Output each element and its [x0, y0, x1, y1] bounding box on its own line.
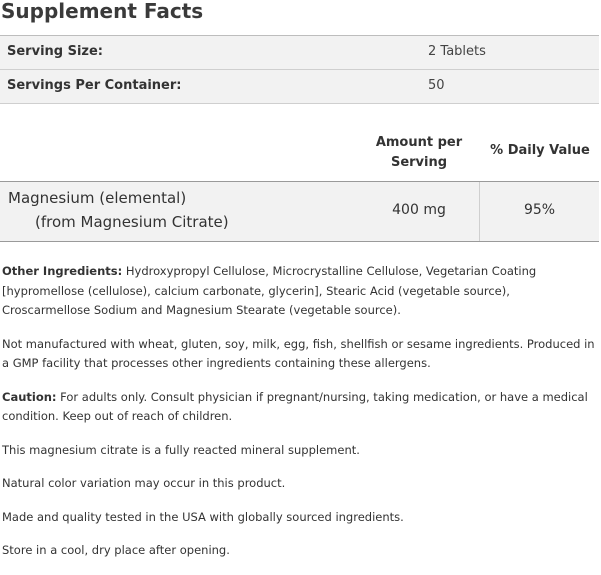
nutrient-daily-value: 95%	[523, 202, 556, 218]
amount-per-serving-header	[364, 133, 474, 173]
other-ingredients-label: Other Ingredients:	[2, 264, 123, 278]
nutrient-row	[0, 182, 599, 242]
nutrient-source: (from Magnesium Citrate)	[35, 213, 229, 231]
made-in-usa-paragraph: Made and quality tested in the USA with globally sourced ingredients.	[2, 509, 404, 524]
nutrient-amount: 400 mg	[392, 202, 446, 218]
page-title: Supplement Facts	[1, 0, 204, 23]
mineral-paragraph: This magnesium citrate is a fully reacted mineral supplement.	[2, 442, 360, 457]
serving-size-label: Serving Size:	[7, 44, 104, 59]
caution-label: Caution:	[2, 389, 57, 404]
other-ingredients-paragraph	[2, 262, 596, 321]
caution-paragraph	[2, 388, 596, 427]
nutrient-table-header	[0, 124, 599, 182]
serving-size-row	[0, 36, 599, 70]
servings-per-container-row	[0, 70, 599, 104]
daily-value-header: % Daily Value	[490, 143, 590, 158]
other-ingredients-text: Hydroxypropyl Cellulose, Microcrystalline Cellulose, Vegetarian Coating [hypromellose (cellulose), calcium carbonate, glycerin], Stearic Acid (vegetable source), Croscarmellose Sodium and Magnesium Stearate (vegetable source).	[2, 264, 537, 317]
amount-header-line1: Amount per	[375, 135, 463, 150]
servings-per-container-label: Servings Per Container:	[7, 78, 182, 93]
serving-size-value: 2 Tablets	[428, 44, 486, 59]
storage-paragraph: Store in a cool, dry place after opening.	[2, 543, 230, 557]
amount-header-line2: Serving	[390, 155, 448, 170]
servings-per-container-value: 50	[428, 78, 445, 93]
color-variation-paragraph: Natural color variation may occur in this product.	[2, 476, 286, 490]
nutrient-name: Magnesium (elemental)	[8, 189, 187, 207]
label-notes	[2, 262, 596, 575]
allergen-paragraph: Not manufactured with wheat, gluten, soy, milk, egg, fish, shellfish or sesame ingredients. Produced in a GMP facility that processes other ingredients containing these allergens.	[2, 336, 595, 370]
caution-text: For adults only. Consult physician if pregnant/nursing, taking medication, or have a medical condition. Keep out of reach of children.	[2, 389, 588, 423]
serving-info-table	[0, 35, 599, 104]
